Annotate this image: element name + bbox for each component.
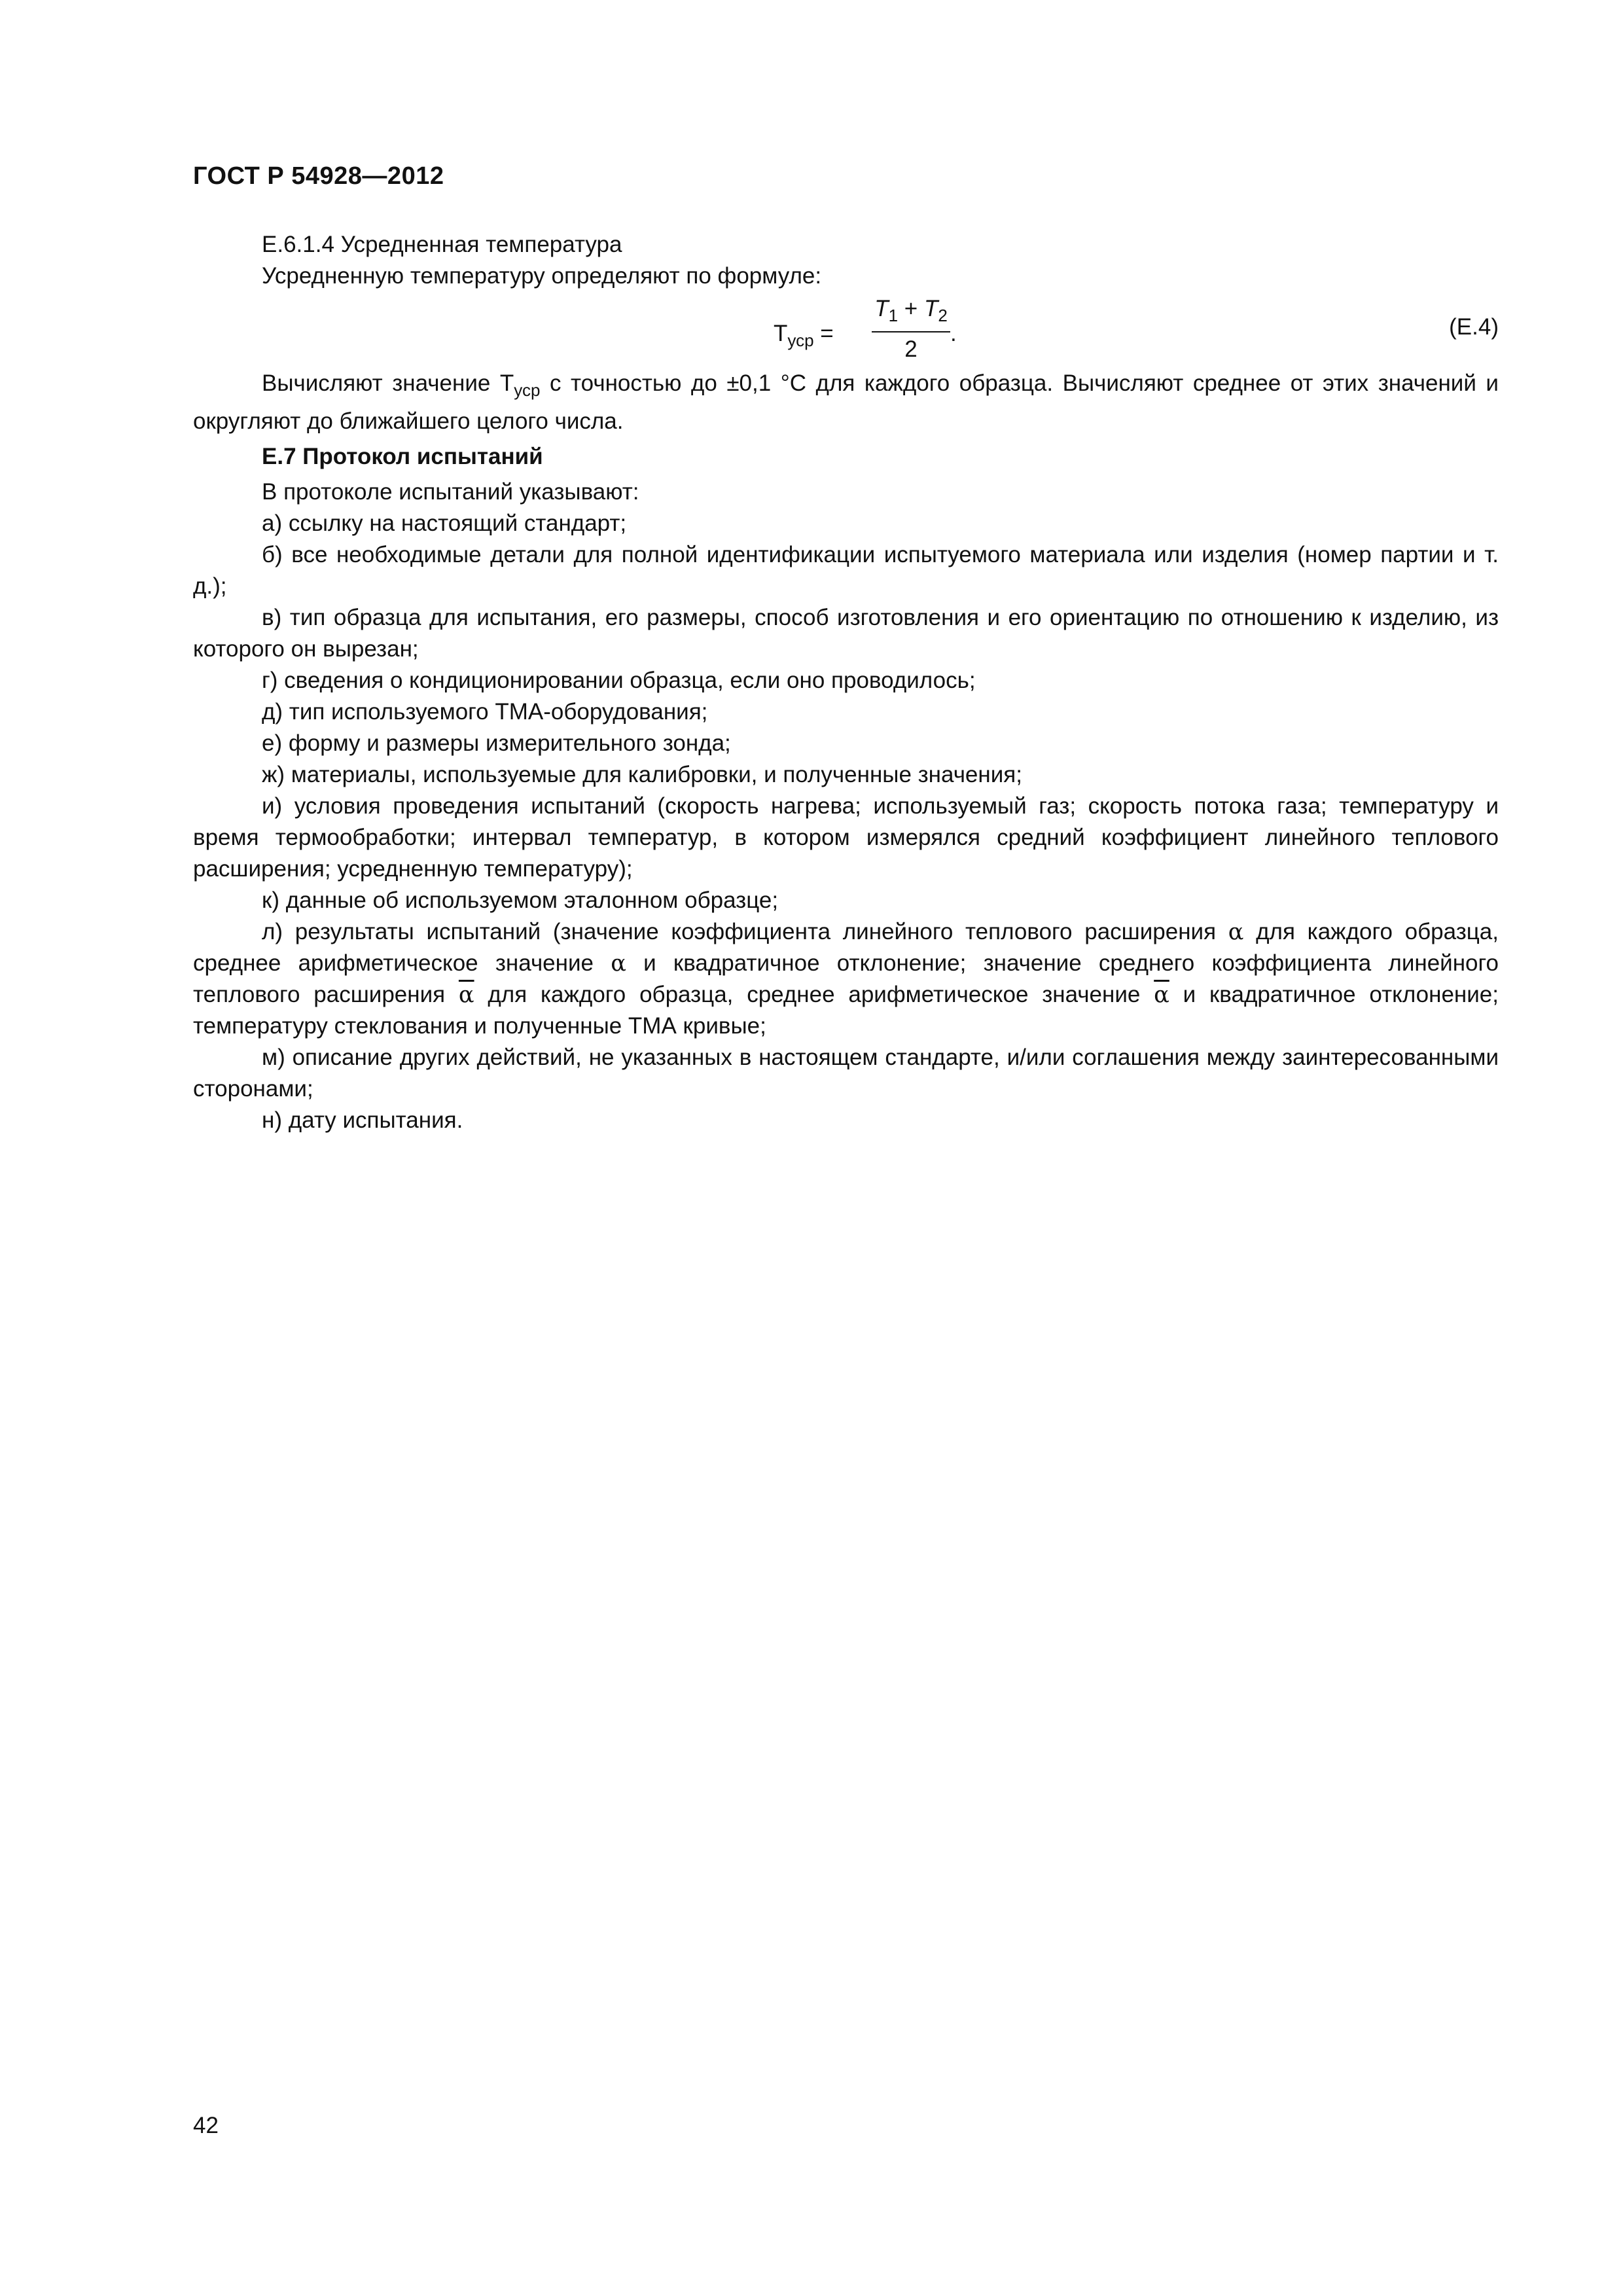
list-item-b: б) все необходимые детали для полной идентификации испытуемого материала или изделия (номер партии и т. д.); (193, 542, 1499, 599)
alpha-symbol: α (611, 950, 626, 977)
protocol-intro: В протоколе испытаний указывают: (262, 479, 639, 505)
formula-e4 (774, 295, 983, 367)
page-number: 42 (193, 2113, 219, 2138)
fraction-bar (872, 331, 950, 332)
list-item-a: а) ссылку на настоящий стандарт; (262, 511, 627, 536)
alpha-symbol: α (1228, 919, 1244, 945)
formula-fraction (872, 295, 950, 364)
formula-denominator: 2 (904, 336, 918, 362)
document-body (193, 229, 1499, 1136)
list-item-v: в) тип образца для испытания, его размеры, способ изготовления и его ориентацию по отношению к изделию, из которого он вырезан; (193, 605, 1499, 662)
alpha-mean-symbol: $\overline{\alpha}$ (458, 982, 474, 1008)
list-item-n: н) дату испытания. (262, 1107, 463, 1133)
calc-paragraph: Вычисляют значение $T_{уср}$ с точностью до ±0,1 °С для каждого образца. Вычисляют среднее от этих значений и округляют до ближайшего целого числа. (193, 370, 1499, 434)
section-title: Е.7 Протокол испытаний (262, 444, 543, 469)
formula-block (193, 292, 1499, 368)
subsection-heading: Е.6.1.4 Усредненная температура (262, 232, 622, 257)
list-item-m: м) описание других действий, не указанных в настоящем стандарте, и/или соглашения между заинтересованными сторонами; (193, 1045, 1499, 1102)
list-item-k: к) данные об используемом эталонном образце; (262, 888, 779, 913)
formula-numerator: $T_1 + T_2$ (874, 296, 948, 325)
list-item-l: л) результаты испытаний (значение коэффициента линейного теплового расширения α для каждого образца, среднее арифметическое значение α и квадратичное отклонение; значение среднего коэффициента линейного теплового расширения $\overline{\alpha}$ для каждого образца, среднее арифметическое значение $\overline{\alpha}$ и квадратичное отклонение; температуру стеклования и полученные ТМА кривые; (193, 919, 1499, 1039)
formula-lhs: $T_{уср}$ = (774, 321, 834, 350)
formula-intro: Усредненную температуру определяют по формуле: (262, 263, 822, 289)
list-item-i: и) условия проведения испытаний (скорость нагрева; используемый газ; скорость потока газа; температуру и время термообработки; интервал температур, в котором измерялся средний коэффициент линейного теплового расширения; усредненную температуру); (193, 793, 1499, 882)
list-item-g: г) сведения о кондиционировании образца, если оно проводилось; (262, 668, 976, 693)
alpha-mean-symbol: $\overline{\alpha}$ (1154, 982, 1169, 1008)
list-item-zh: ж) материалы, используемые для калибровки, и полученные значения; (262, 762, 1022, 787)
document-header: ГОСТ Р 54928—2012 (193, 162, 444, 190)
formula-end: . (950, 321, 957, 346)
formula-number: (Е.4) (1449, 314, 1499, 340)
list-item-e: е) форму и размеры измерительного зонда; (262, 730, 731, 756)
list-item-d: д) тип используемого ТМА-оборудования; (262, 699, 708, 725)
